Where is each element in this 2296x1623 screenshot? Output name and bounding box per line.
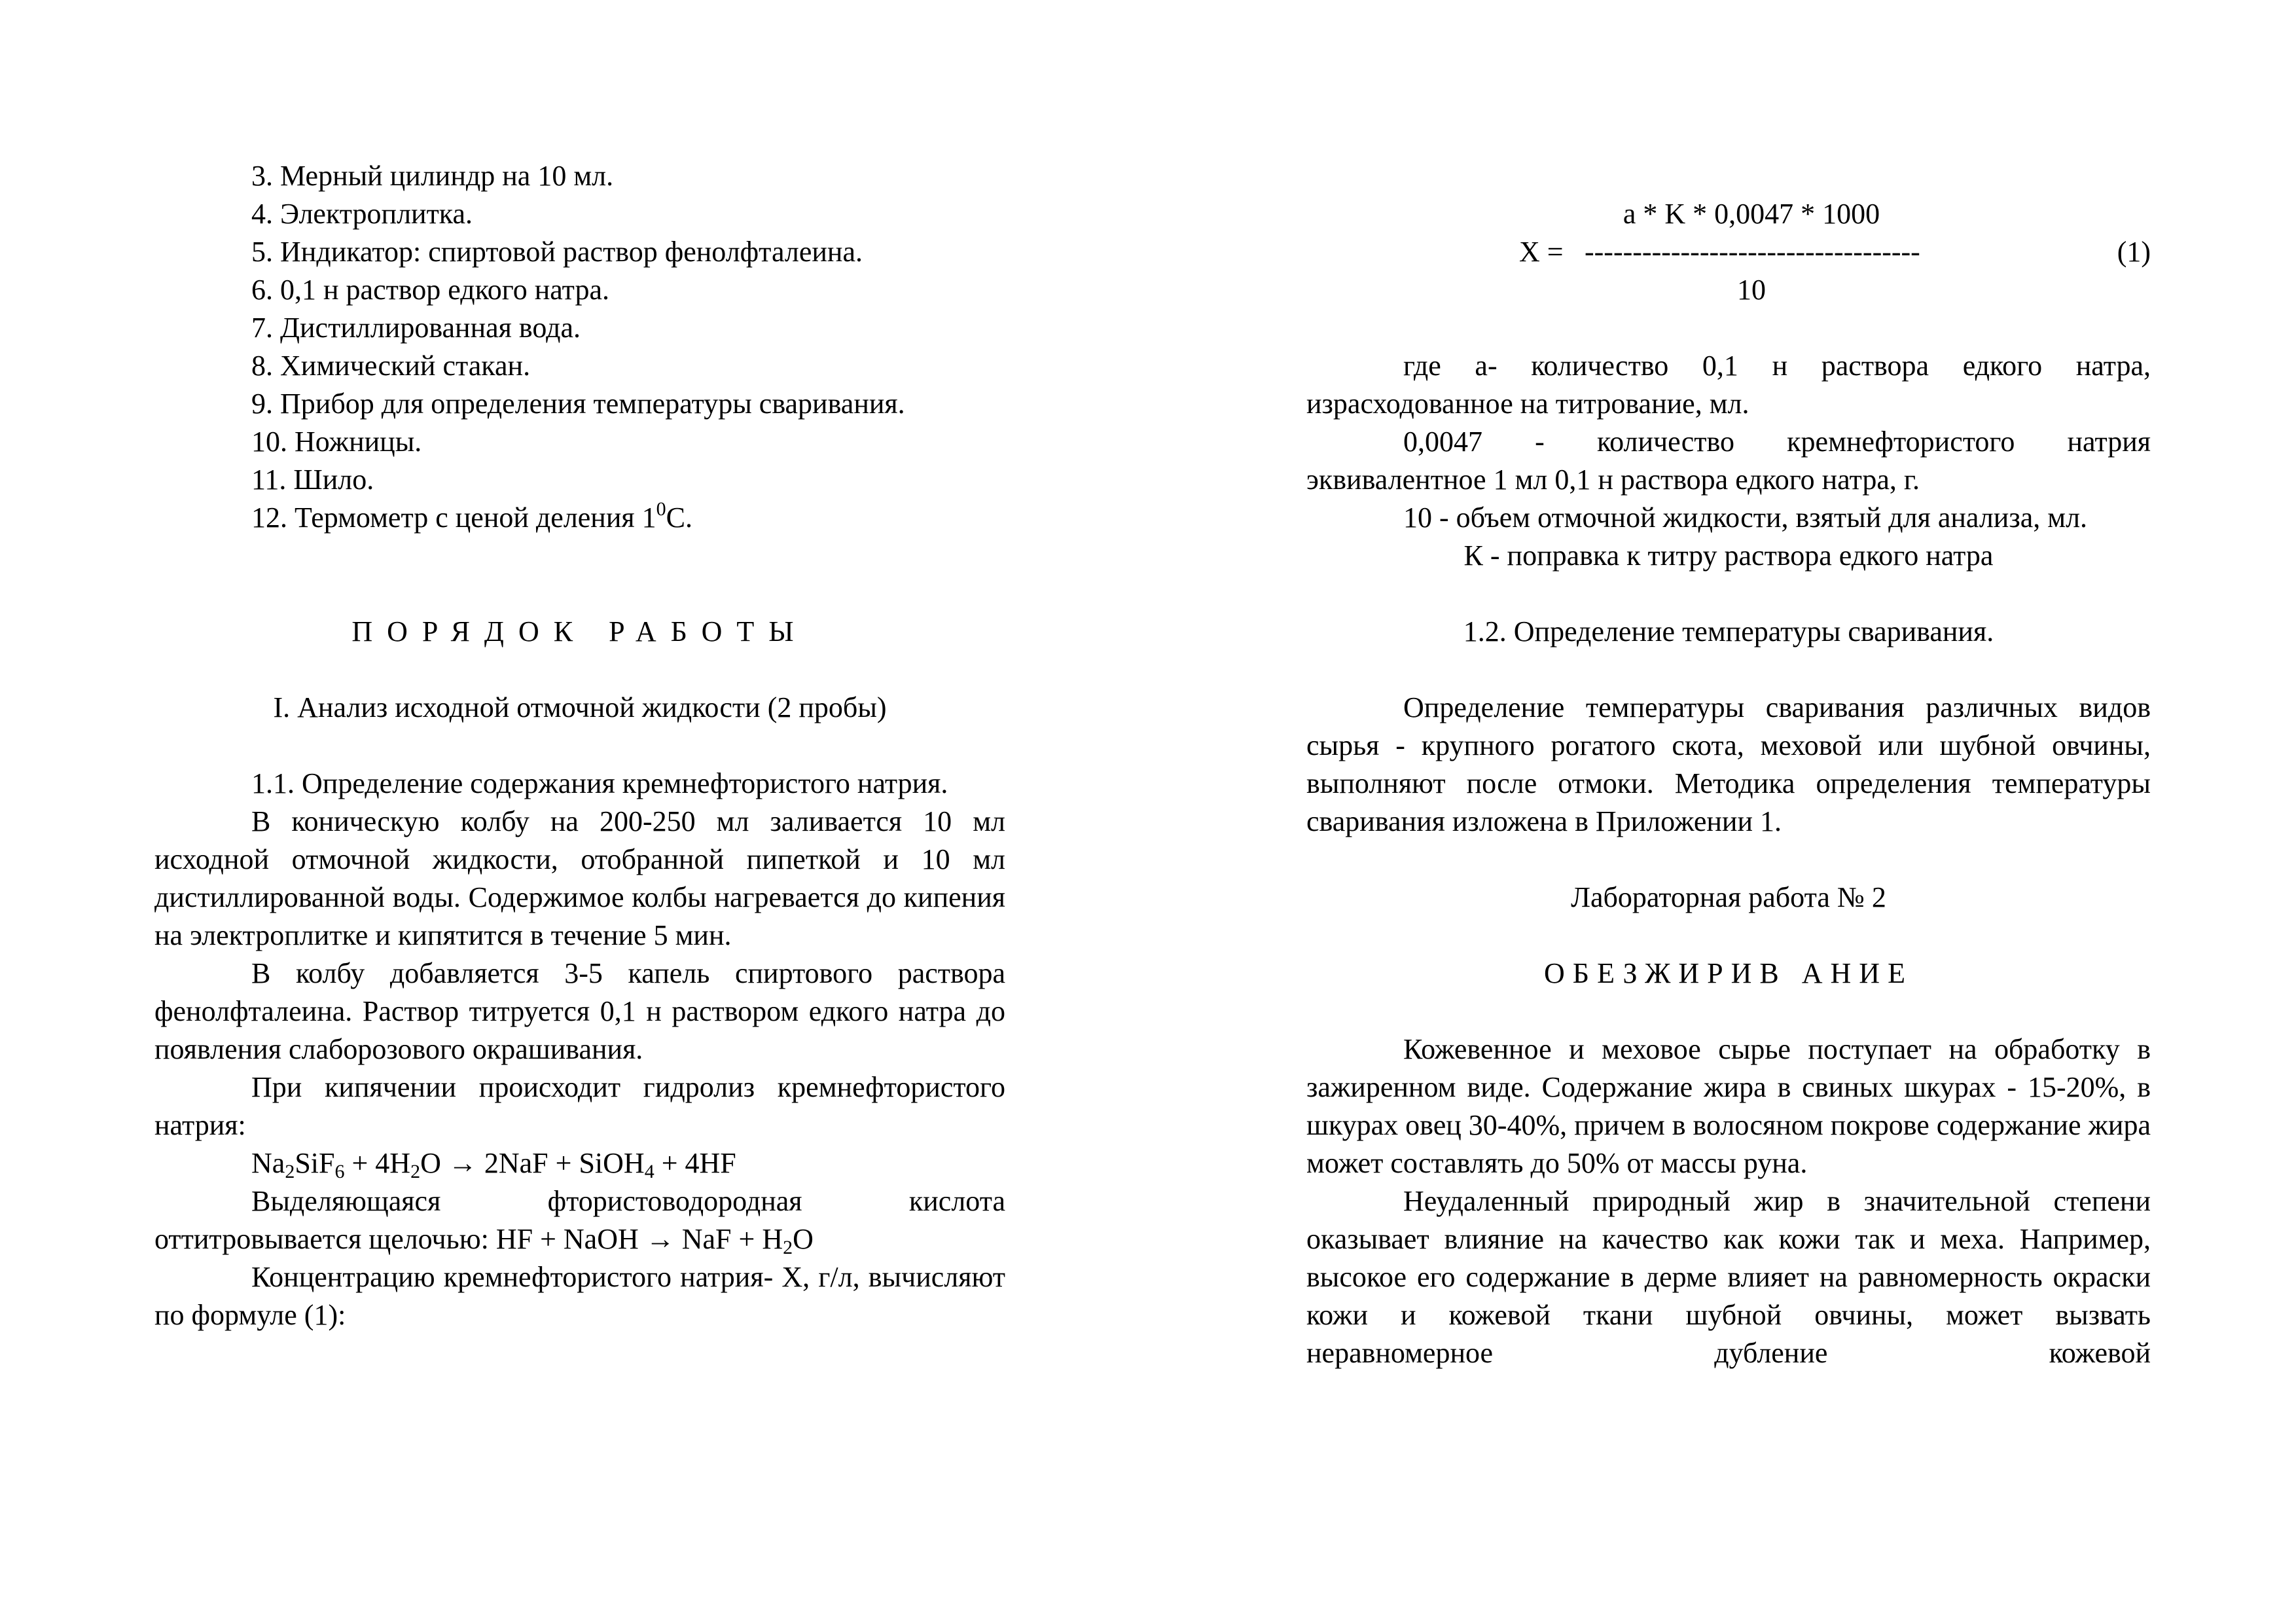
chemical-equation: $Na_2SiF_6 + 4H_2O \to 2NaF$ + SiOH$_4$ + 4HF [251,1147,736,1182]
paragraph: Концентрацию кремнефтористого натрия- X, г/л, вычисляют по формуле (1): [154,1261,1005,1331]
formula-number: (1) [2117,236,2151,268]
equipment-list [154,157,1005,537]
formula-lhs: X = [1519,236,1564,268]
formula-fraction-bar: ----------------------------------- [1585,236,1920,268]
paragraph: При кипячении происходит гидролиз кремнефтористого натрия: [154,1071,1005,1141]
paragraph: Определение температуры сваривания различных видов сырья - крупного рогатого скота, меховой или шубной овчины, выполняют после отмоки. Методика определения температуры сваривания изложена в Приложении 1. [1306,691,2151,837]
degree-superscript: 0 [656,498,666,520]
list-item: 4. Электроплитка. [251,198,473,230]
formula-block [1306,195,2151,309]
left-page [154,157,1005,1334]
paragraph: В коническую колбу на 200-250 мл заливается 10 мл исходной отмочной жидкости, отобранной пипеткой и 10 мл дистиллированной воды. Содержимое колбы нагревается до кипения на электроплитке и кипятится в течение 5 мин. [154,805,1005,951]
paragraph: Выделяющаяся фтористоводородная кислота оттитровывается щелочью: HF + NaOH → NaF + $H_2O$ [154,1185,1005,1258]
list-item: 5. Индикатор: спиртовой раствор фенолфталеина. [251,236,863,268]
paragraph: К - поправка к титру раствора едкого натра [1463,539,1994,572]
list-item: 8. Химический стакан. [251,350,531,382]
paragraph: Кожевенное и меховое сырье поступает на обработку в зажиренном виде. Содержание жира в свиных шкурах - 15-20%, в шкурах овец 30-40%, причем в волосяном покрове содержание жира может составлять до 50% от массы руна. [1306,1033,2151,1179]
subsection-title: 1.2. Определение температуры сваривания. [1463,615,1994,647]
right-page [1306,195,2151,1372]
lab-title: Лабораторная работа № 2 [1571,881,1886,913]
paragraph: Неудаленный природный жир в значительной степени оказывает влияние на качество как кожи так и меха. Например, высокое его содержание в дерме влияет на равномерность окраски кожи и кожевой ткани шубной овчины, может вызвать неравномерное дубление кожевой [1306,1185,2151,1369]
list-item: 3. Мерный цилиндр на 10 мл. [251,160,614,192]
list-item: 9. Прибор для определения температуры сваривания. [251,388,905,420]
list-item: 6. 0,1 н раствор едкого натра. [251,274,609,306]
list-item-thermometer [154,499,1005,537]
section-heading-work-order: ПОРЯДОК РАБОТЫ [351,615,808,647]
list-item: 7. Дистиллированная вода. [251,312,581,344]
list-item: 11. Шило. [251,464,374,496]
thermometer-text: 12. Термометр с ценой деления 1 [251,501,656,534]
formula-denominator: 10 [1737,274,1766,306]
formula-numerator: a * K * 0,0047 * 1000 [1623,198,1880,230]
list-item: 10. Ножницы. [251,426,422,458]
paragraph: 10 - объем отмочной жидкости, взятый для анализа, мл. [1403,501,2088,534]
section-title: I. Анализ исходной отмочной жидкости (2 пробы) [273,691,887,723]
thermometer-unit: С. [666,501,693,534]
paragraph: где а- количество 0,1 н раствора едкого натра, израсходованное на титрование, мл. [1306,350,2151,420]
section-heading-degreasing: ОБЕЗЖИРИВ АНИЕ [1544,957,1913,989]
paragraph: 0,0047 - количество кремнефтористого натрия эквивалентное 1 мл 0,1 н раствора едкого натра, г. [1306,426,2151,496]
subsection-title: 1.1. Определение содержания кремнефтористого натрия. [251,767,948,799]
paragraph: В колбу добавляется 3-5 капель спиртового раствора фенолфталеина. Раствор титруется 0,1 н раствором едкого натра до появления слаборозового окрашивания. [154,957,1005,1065]
